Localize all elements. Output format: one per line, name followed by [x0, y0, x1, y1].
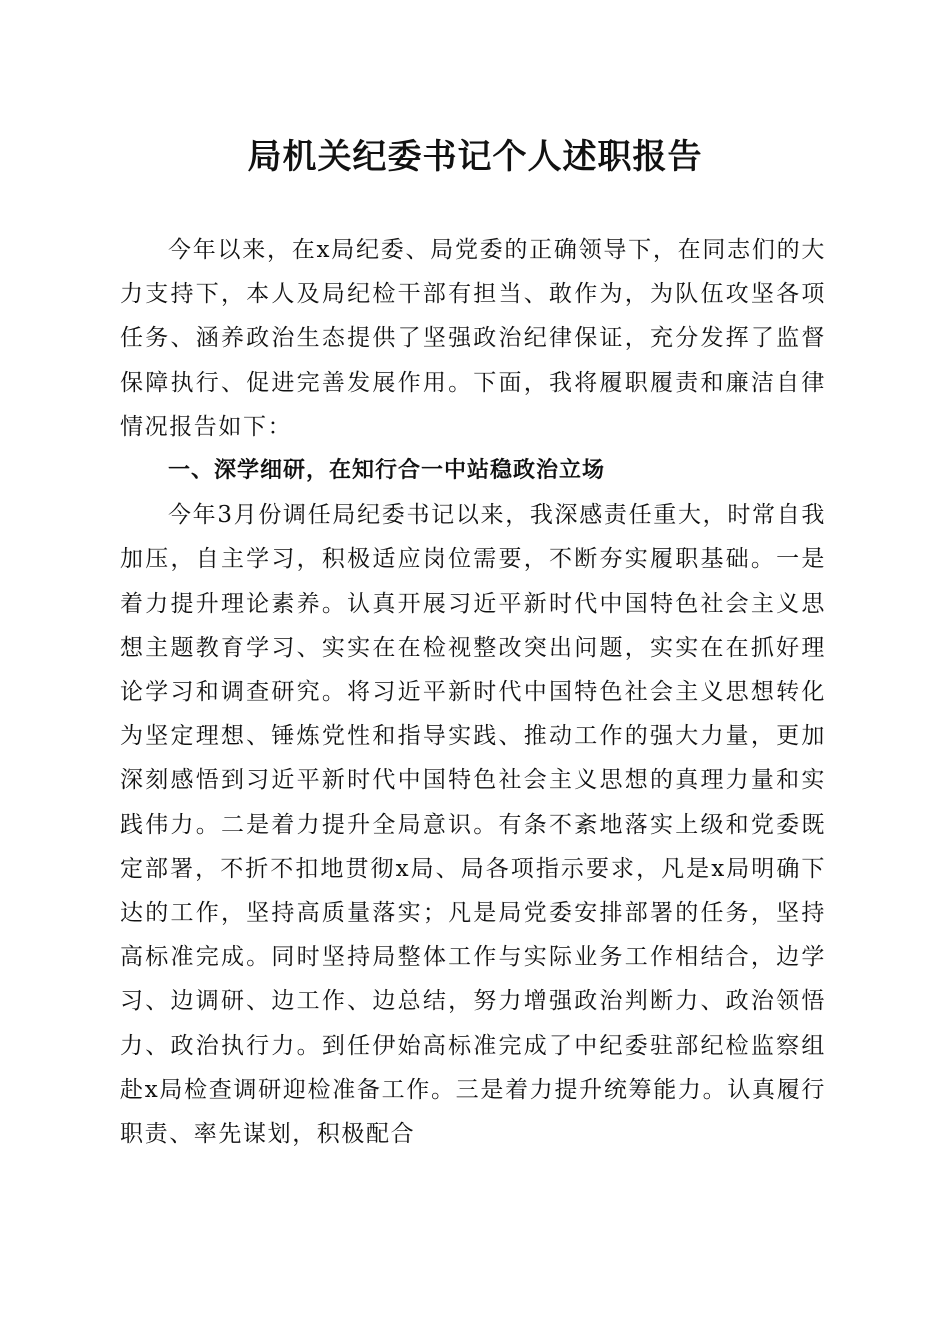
intro-paragraph: 今年以来，在x局纪委、局党委的正确领导下，在同志们的大力支持下，本人及局纪检干部有担当、敢作为，为队伍攻坚各项任务、涵养政治生态提供了坚强政治纪律保证，充分发挥了监督保障执行、促进完善发展作用。下面，我将履职履责和廉洁自律情况报告如下：: [120, 237, 826, 440]
section-1-paragraph: 今年3月份调任局纪委书记以来，我深感责任重大，时常自我加压，自主学习，积极适应岗位需要，不断夯实履职基础。一是着力提升理论素养。认真开展习近平新时代中国特色社会主义思想主题教育学习、实实在在检视整改突出问题，实实在在抓好理论学习和调查研究。将习近平新时代中国特色社会主义思想转化为坚定理想、锤炼党性和指导实践、推动工作的强大力量，更加深刻感悟到习近平新时代中国特色社会主义思想的真理力量和实践伟力。二是着力提升全局意识。有条不紊地落实上级和党委既定部署，不折不扣地贯彻x局、局各项指示要求，凡是x局明确下达的工作，坚持高质量落实；凡是局党委安排部署的任务，坚持高标准完成。同时坚持局整体工作与实际业务工作相结合，边学习、边调研、边工作、边总结，努力增强政治判断力、政治领悟力、政治执行力。到任伊始高标准完成了中纪委驻部纪检监察组赴x局检查调研迎检准备工作。三是着力提升统筹能力。认真履行职责、率先谋划，积极配合: [120, 502, 826, 1148]
document-title: 局机关纪委书记个人述职报告: [247, 137, 703, 177]
section-1-heading: 一、深学细研，在知行合一中站稳政治立场: [168, 458, 606, 484]
document-body: [120, 228, 826, 1156]
